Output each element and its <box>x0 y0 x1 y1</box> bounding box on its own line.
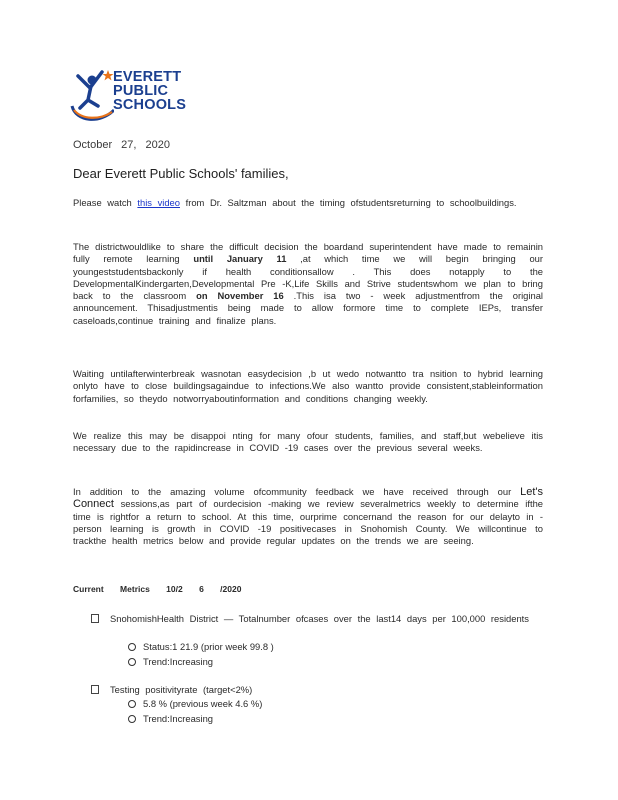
p1-post: from Dr. Saltzman about the timing ofstudentsreturning to schoolbuildings. <box>185 197 517 208</box>
p5-c: sessions,as part of ourdecision -making we review severalmetrics weekly to determine ifthe time is rightfor a return to school. At this time, ourprime concernand the reason for our delayto in -person learning is growth in COVID -19 positivecases in Snohomish County. We willcontinue to trackthe health metrics below and provide regular updates on the trends we are seeing. <box>73 498 543 547</box>
p2-on-november: on November 16 <box>196 290 284 302</box>
logo-line-3: SCHOOLS <box>113 97 187 113</box>
paragraph-decision <box>73 241 543 327</box>
metric-2-trend <box>128 713 213 724</box>
metric-1-trend <box>128 656 213 667</box>
paragraph-metrics-intro <box>73 486 543 547</box>
logo-line-2: PUBLIC <box>113 83 169 99</box>
paragraph-waiting: Waiting untilafterwinterbreak wasnotan easydecision ,b ut wedo notwantto tra nsition to hybrid learning onlyto have to close buildingsagaindue to infections.We also wantto provide consistent,stableinformation forfamilies, so theydo notworryaboutinformation and conditions changing weekly. <box>73 368 543 404</box>
p5-a: In addition to the amazing volume ofcommunity feedback we have received through our <box>73 486 512 497</box>
p2-c: ,at which time we will begin bringing our youngeststudentsbackonly if health conditionsallow . This does notapply to the DevelopmentalKindergarten,Developmental Pre -K,Life Skills and Strive studentswhom we plan to bring back to the classroom <box>73 253 544 302</box>
metric-2-trend-text: Trend:Increasing <box>143 713 214 724</box>
circle-bullet-icon <box>128 658 136 666</box>
everett-public-schools-logo <box>70 66 200 124</box>
square-bullet-icon <box>91 614 99 623</box>
metric-1-trend-text: Trend:Increasing <box>143 656 214 667</box>
salutation: Dear Everett Public Schools' families, <box>73 166 289 181</box>
lets-connect-text: Let's Connect <box>73 486 543 511</box>
square-bullet-icon <box>91 685 99 694</box>
p2-a: The districtwouldlike to share the difficult decision the boardand superintendent have made to remainin fully remote learning <box>73 241 543 265</box>
p2-d: .This isa two - week adjustmentfrom the original announcement. Thisadjustmentis being made to allow formore time to complete IEPs, transfer caseloads,continue training and finalize plans. <box>73 290 543 326</box>
metric-1-status-text: Status:1 21.9 (prior week 99.8 ) <box>143 641 274 652</box>
p2-until-january: until January 11 <box>193 253 287 265</box>
video-link[interactable]: this video <box>137 197 180 208</box>
metric-1-bullet <box>91 613 107 624</box>
logo-line-1: EVERETT <box>113 69 182 85</box>
letter-date: October 27, 2020 <box>73 139 171 151</box>
metric-1-title: SnohomishHealth District — Totalnumber ofcases over the last14 days per 100,000 residents <box>110 613 529 624</box>
metric-2-status-text: 5.8 % (previous week 4.6 %) <box>143 698 263 709</box>
metric-2-bullet <box>91 684 107 695</box>
circle-bullet-icon <box>128 700 136 708</box>
circle-bullet-icon <box>128 643 136 651</box>
paragraph-video <box>73 197 543 209</box>
metric-2-status <box>128 698 262 709</box>
metric-1-status <box>128 641 274 652</box>
logo-figure-icon <box>70 66 114 124</box>
logo-wordmark <box>113 70 186 112</box>
metric-2-title: Testing positivityrate (target<2%) <box>110 684 253 695</box>
current-metrics-header: Current Metrics 10/2 6 /2020 <box>73 584 242 594</box>
p1-pre: Please watch <box>73 197 132 208</box>
circle-bullet-icon <box>128 715 136 723</box>
paragraph-realize: We realize this may be disappoi nting for many ofour students, families, and staff,but webelieve itis necessary due to the rapidincrease in COVID -19 cases over the previous several weeks. <box>73 430 543 454</box>
